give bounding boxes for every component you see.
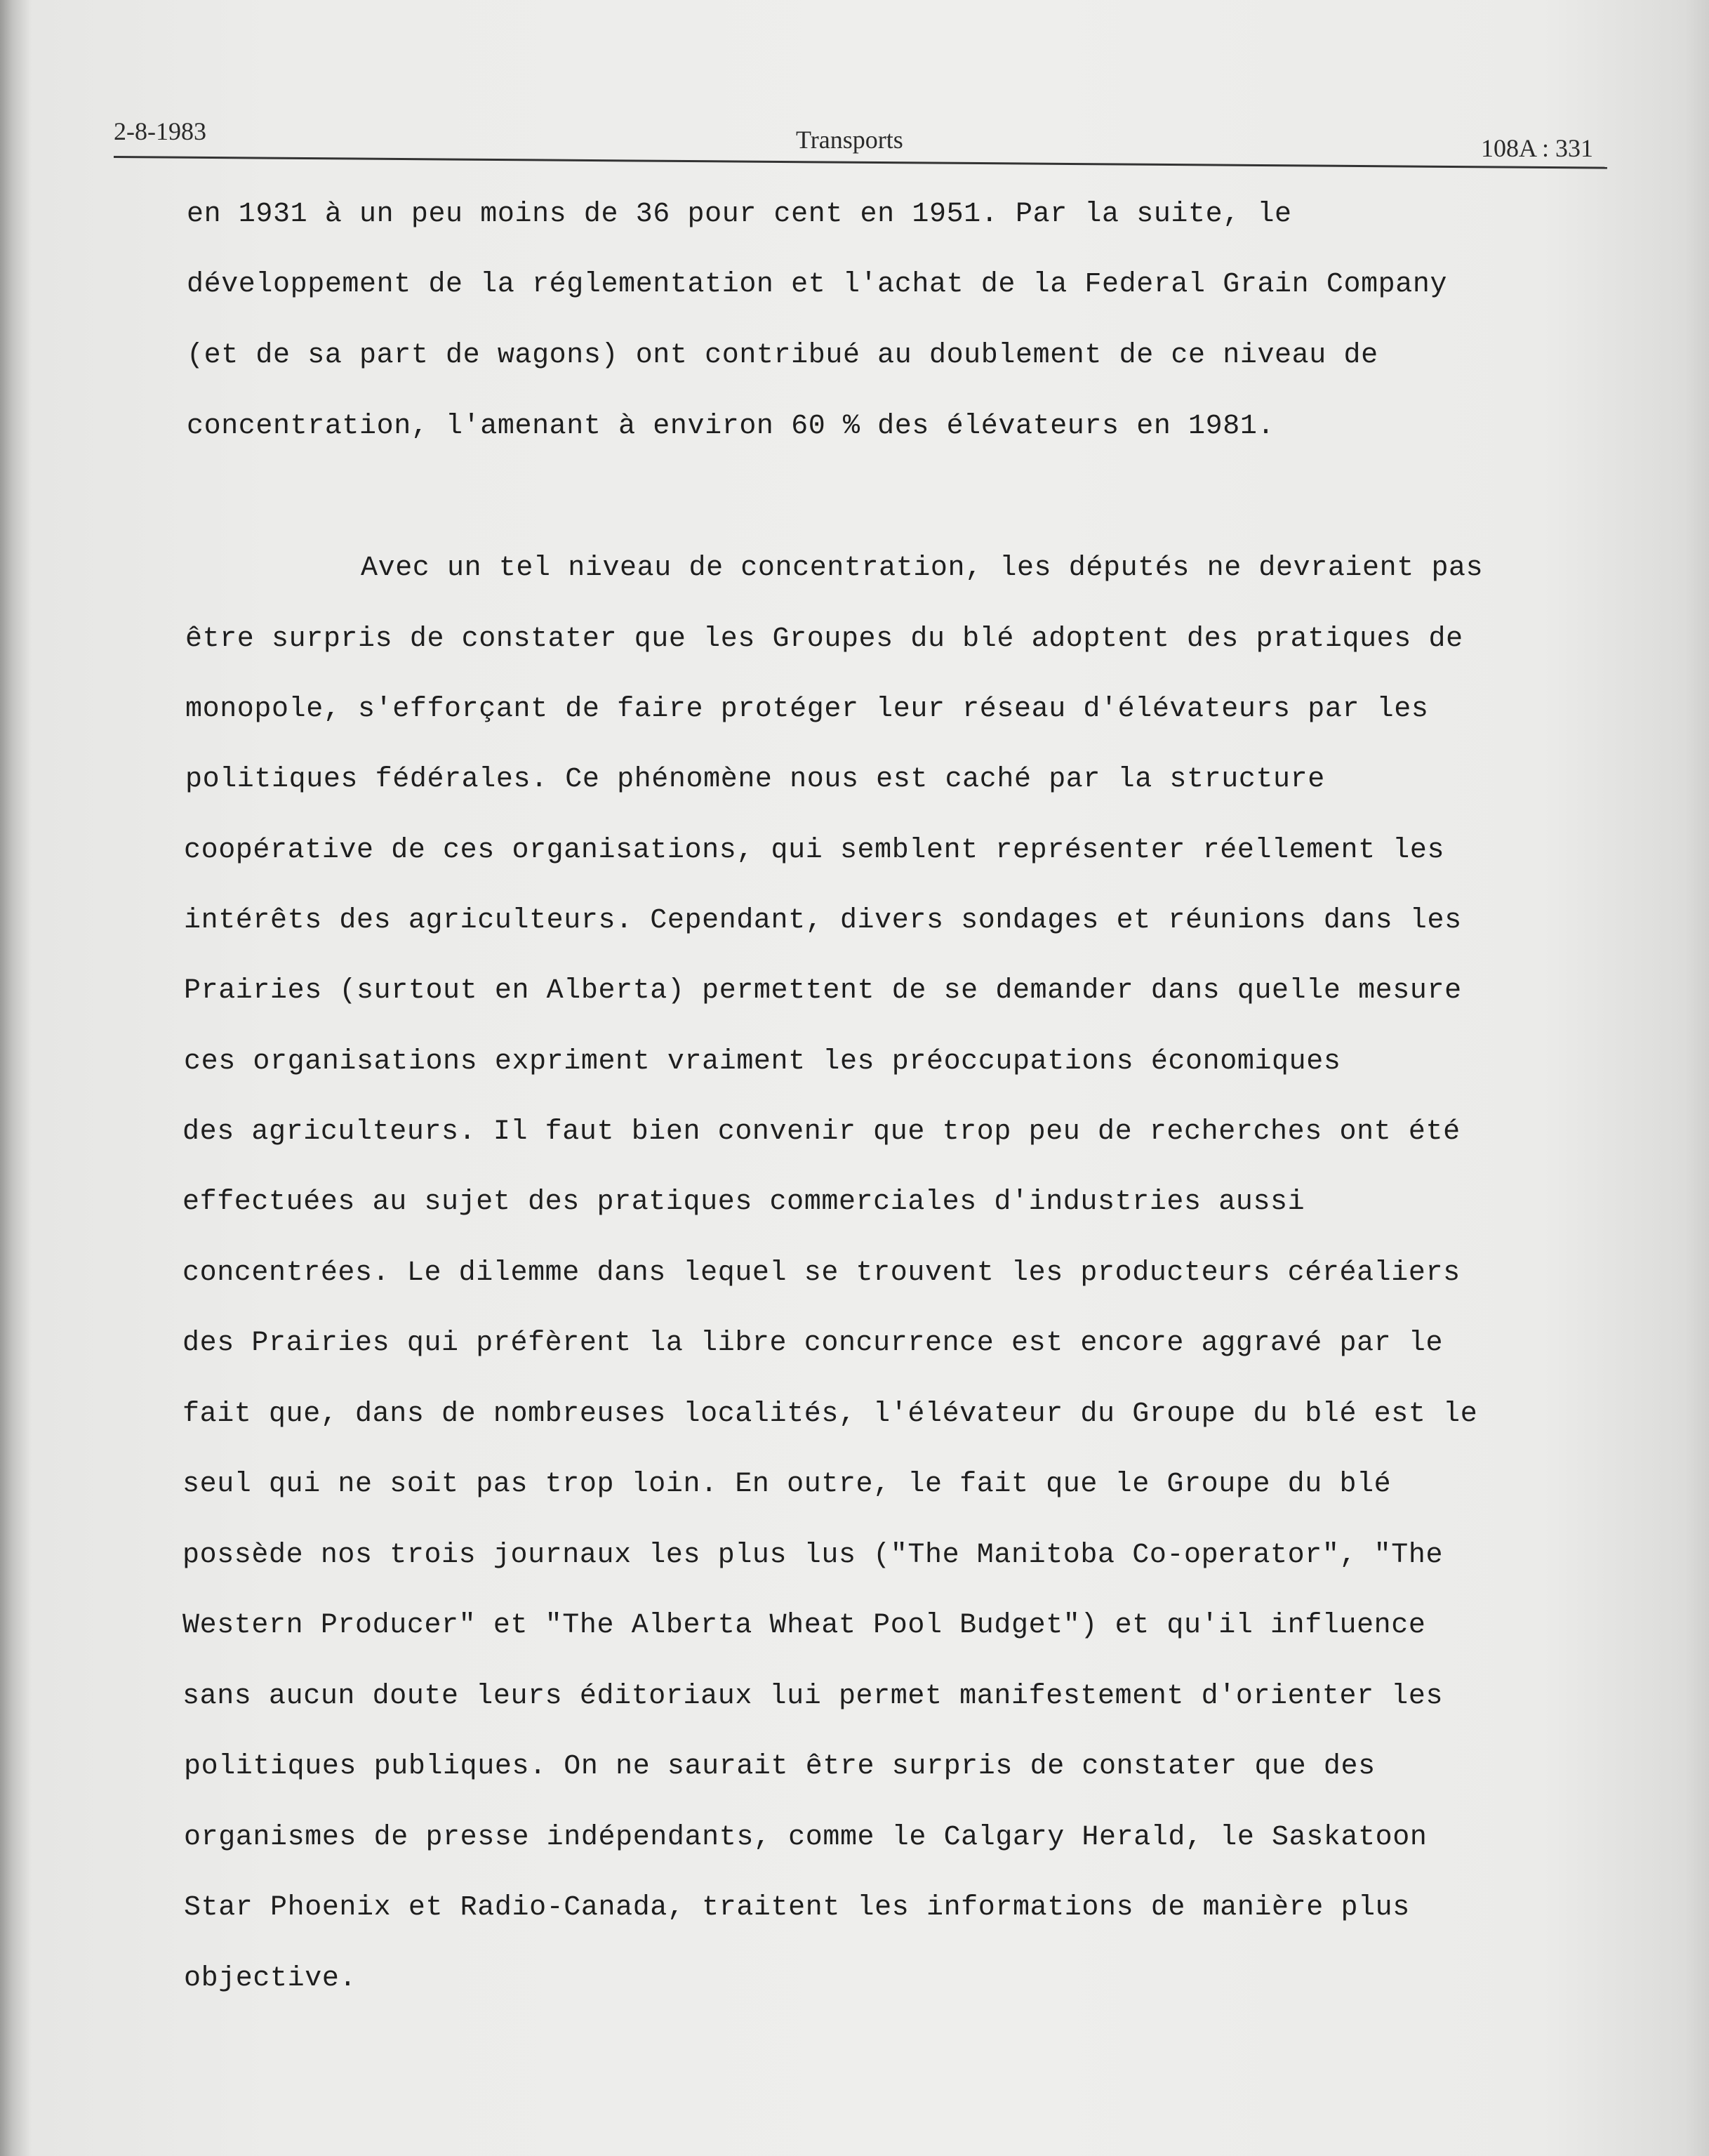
text-line: effectuées au sujet des pratiques commerciales d'industries aussi [182, 1186, 1305, 1218]
text-line: en 1931 à un peu moins de 36 pour cent en 1951. Par la suite, le [187, 199, 1292, 230]
text-line: monopole, s'efforçant de faire protéger leur réseau d'élévateurs par les [185, 694, 1429, 725]
text-line: Western Producer" et "The Alberta Wheat Pool Budget") et qu'il influence [182, 1610, 1426, 1641]
text-line: des agriculteurs. Il faut bien convenir que trop peu de recherches ont été [182, 1116, 1461, 1148]
header-date: 2-8-1983 [114, 117, 206, 145]
text-line: concentrées. Le dilemme dans lequel se trouvent les producteurs céréaliers [182, 1257, 1461, 1289]
header-page-number: 108A : 331 [1481, 134, 1594, 162]
text-line: concentration, l'amenant à environ 60 % des élévateurs en 1981. [187, 411, 1275, 442]
text-line: objective. [184, 1963, 357, 1995]
header-title: Transports [796, 126, 903, 154]
text-line: des Prairies qui préfèrent la libre concurrence est encore aggravé par le [182, 1328, 1444, 1359]
text-line: Avec un tel niveau de concentration, les députés ne devraient pas [361, 553, 1484, 584]
text-line: Prairies (surtout en Alberta) permettent de se demander dans quelle mesure [184, 975, 1462, 1007]
text-line: (et de sa part de wagons) ont contribué au doublement de ce niveau de [187, 340, 1378, 371]
text-line: sans aucun doute leurs éditoriaux lui permet manifestement d'orienter les [182, 1681, 1444, 1712]
text-line: organismes de presse indépendants, comme le Calgary Herald, le Saskatoon [184, 1822, 1428, 1853]
text-line: politiques publiques. On ne saurait être surpris de constater que des [184, 1751, 1376, 1783]
text-line: seul qui ne soit pas trop loin. En outre, le fait que le Groupe du blé [182, 1469, 1392, 1500]
text-line: possède nos trois journaux les plus lus ("The Manitoba Co-operator", "The [182, 1540, 1444, 1571]
text-line: ces organisations expriment vraiment les préoccupations économiques [184, 1046, 1341, 1078]
text-line: coopérative de ces organisations, qui semblent représenter réellement les [184, 835, 1445, 866]
text-line: politiques fédérales. Ce phénomène nous est caché par la structure [185, 764, 1325, 795]
text-line: développement de la réglementation et l'achat de la Federal Grain Company [187, 269, 1448, 300]
text-line: être surpris de constater que les Groupes du blé adoptent des pratiques de [185, 623, 1463, 655]
header-rule [114, 156, 1607, 169]
text-line: intérêts des agriculteurs. Cependant, divers sondages et réunions dans les [184, 905, 1462, 937]
text-line: fait que, dans de nombreuses localités, l'élévateur du Groupe du blé est le [182, 1398, 1478, 1430]
text-line: Star Phoenix et Radio-Canada, traitent les informations de manière plus [184, 1892, 1410, 1924]
